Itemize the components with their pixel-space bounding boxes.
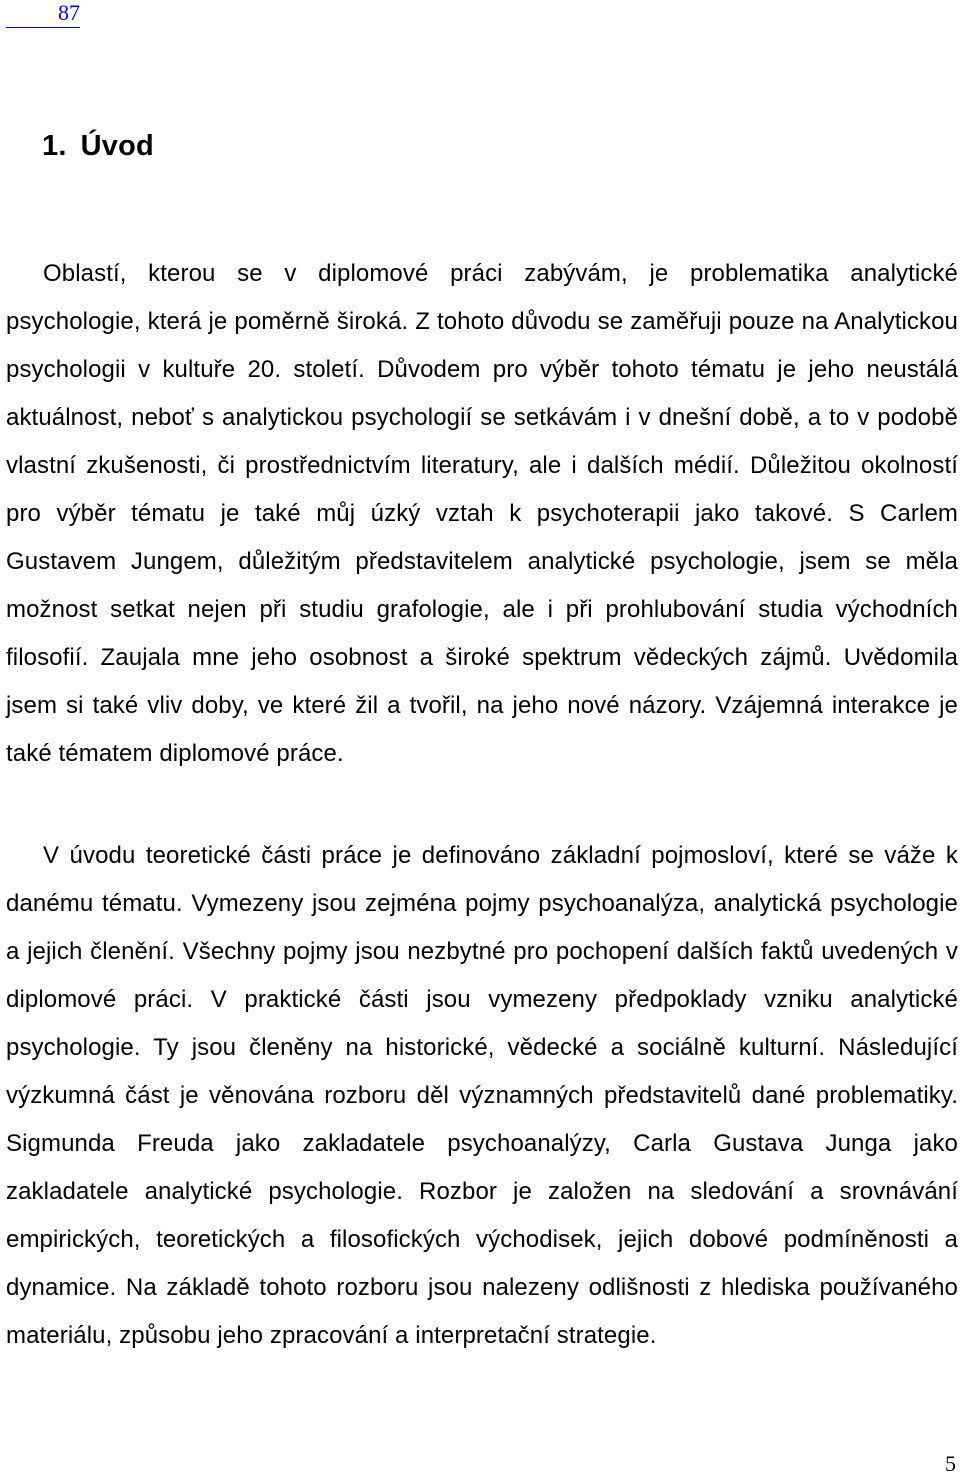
paragraph-structure: V úvodu teoretické části práce je definováno základní pojmosloví, které se váže k danému tématu. Vymezeny jsou zejména pojmy psychoanalýza, analytická psychologie a jejich členění. Všechny pojmy jsou nezbytné pro pochopení dalších faktů uvedených v diplomové práci. V praktické části jsou vymezeny předpoklady vzniku analytické psychologie. Ty jsou členěny na historické, vědecké a sociálně kulturní. Následující výzkumná část je věnována rozboru děl významných představitelů dané problematiky. Sigmunda Freuda jako zakladatele psychoanalýzy, Carla Gustava Junga jako zakladatele analytické psychologie. Rozbor je založen na sledování a srovnávání empirických, teoretických a filosofických východisek, jejich dobové podmíněnosti a dynamice. Na základě tohoto rozboru jsou nalezeny odlišnosti z hlediska používaného materiálu, způsobu jeho zpracování a interpretační strategie. <box>6 842 958 1349</box>
paragraph-intro: Oblastí, kterou se v diplomové práci zabývám, je problematika analytické psychologie, která je poměrně široká. Z tohoto důvodu se zaměřuji pouze na Analytickou psychologii v kultuře 20. století. Důvodem pro výběr tohoto tématu je jeho neustálá aktuálnost, neboť s analytickou psychologií se setkávám i v dnešní době, a to v podobě vlastní zkušenosti, či prostřednictvím literatury, ale i dalších médií. Důležitou okolností pro výběr tématu je také můj úzký vztah k psychoterapii jako takové. S Carlem Gustavem Jungem, důležitým představitelem analytické psychologie, jsem se měla možnost setkat nejen při studiu grafologie, ale i při prohlubování studia východních filosofií. Zaujala mne jeho osobnost a široké spektrum vědeckých zájmů. Uvědomila jsem si také vliv doby, ve které žil a tvořil, na jeho nové názory. Vzájemná interakce je také tématem diplomové práce. <box>6 260 958 767</box>
chapter-heading <box>42 127 154 165</box>
chapter-title: Úvod <box>80 130 154 162</box>
chapter-number: 1. <box>42 130 67 162</box>
page-link[interactable]: 87 <box>6 0 80 28</box>
page-number: 5 <box>945 1451 956 1476</box>
